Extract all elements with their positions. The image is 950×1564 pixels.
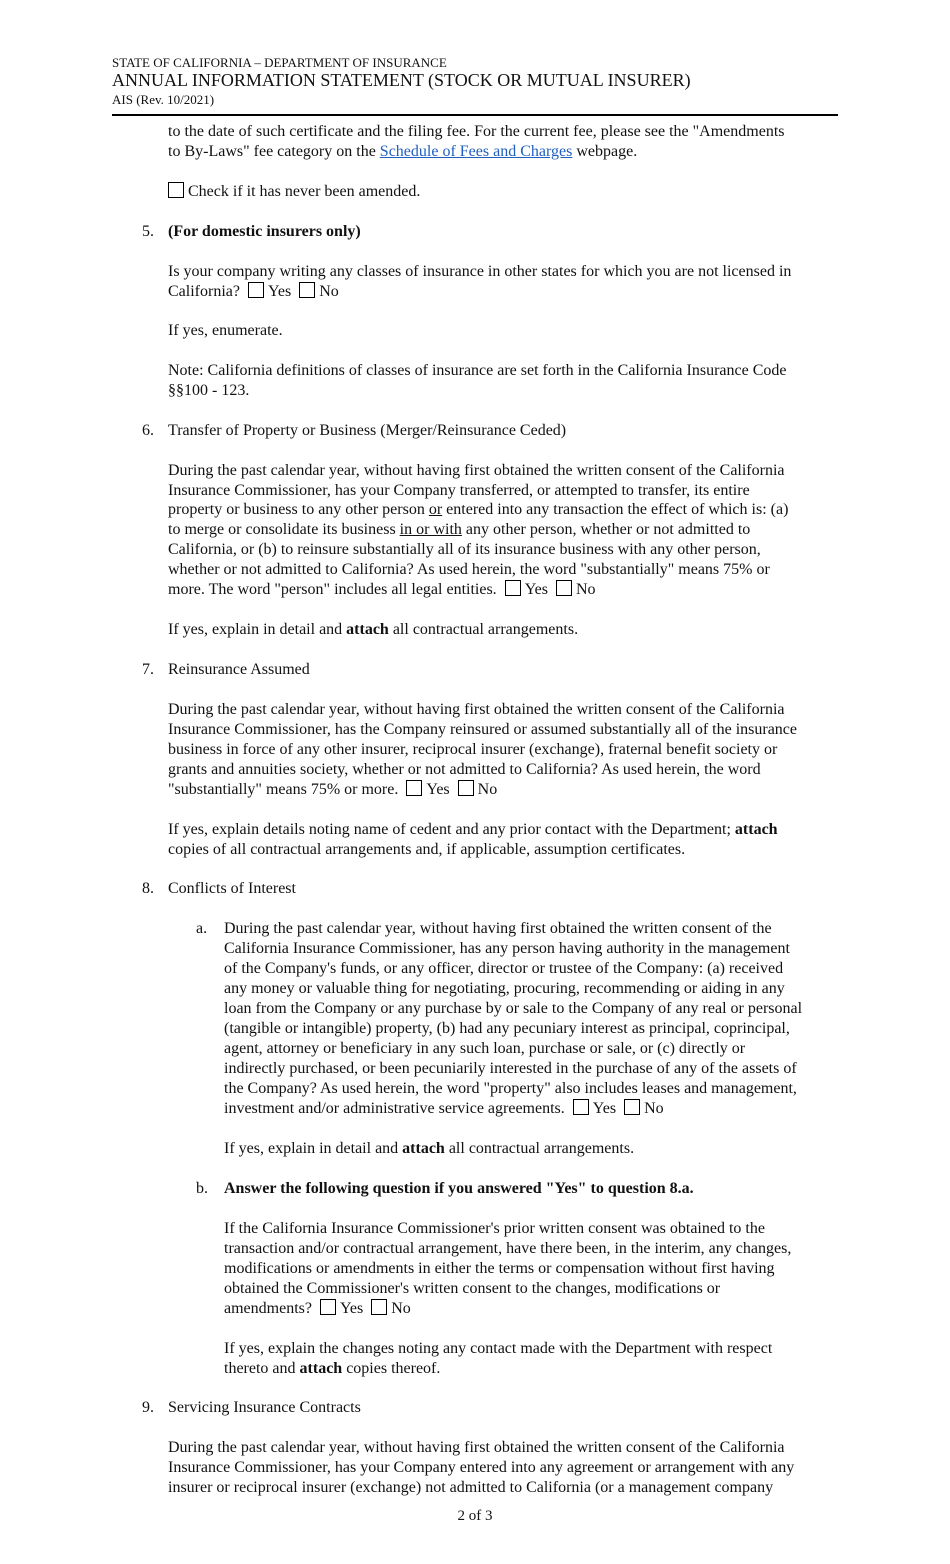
q7-no-checkbox[interactable]: [458, 780, 474, 796]
q9-title: Servicing Insurance Contracts: [168, 1399, 361, 1416]
never-amended-label: Check if it has never been amended.: [188, 183, 421, 200]
q8a-line-3: of the Company's funds, or any officer, director or trustee of the Company: (a) received: [224, 960, 784, 977]
q7-no-label: No: [477, 781, 498, 798]
q8a-line-8: indirectly purchased, or been pecuniarily interested in the purchase of any of the assets of: [224, 1060, 797, 1077]
q6-line-4: [168, 520, 750, 540]
q7-line-3: business in force of any other insurer, reciprocal insurer (exchange), fraternal benefit society or: [168, 741, 778, 758]
q8-number: 8.: [142, 880, 154, 897]
q6-title: Transfer of Property or Business (Merger/Reinsurance Ceded): [168, 422, 567, 439]
q6-explain-text-2: all contractual arrangements.: [388, 621, 579, 638]
q7-explain-2: copies of all contractual arrangements and, if applicable, assumption certificates.: [168, 841, 686, 858]
q8b-line-2: transaction and/or contractual arrangement, have there been, in the interim, any changes,: [224, 1240, 792, 1257]
q9-line-2: Insurance Commissioner, has your Company entered into any agreement or arrangement with any: [168, 1459, 795, 1476]
q8a-line-10: [224, 1099, 664, 1119]
q8a-line-2: California Insurance Commissioner, has any person having authority in the management: [224, 940, 790, 957]
intro-line-1: to the date of such certificate and the filing fee. For the current fee, please see the "Amendments: [168, 123, 785, 140]
q7-number: 7.: [142, 661, 154, 678]
q8b-no-checkbox[interactable]: [371, 1299, 387, 1315]
q8a-yes-label: Yes: [592, 1100, 617, 1117]
q7-title: Reinsurance Assumed: [168, 661, 310, 678]
q9-number: 9.: [142, 1399, 154, 1416]
q7-explain-attach: attach: [734, 821, 778, 838]
q6-line-6: whether or not admitted to California? As used herein, the word "substantially" means 75% or: [168, 561, 770, 578]
q5-yes-label: Yes: [267, 283, 292, 300]
header-rule: [112, 114, 838, 116]
q8b-explain-attach: attach: [299, 1360, 343, 1377]
q8b-explain-text: thereto and: [224, 1360, 300, 1377]
q6-yes-checkbox[interactable]: [505, 580, 521, 596]
q7-line-5: [168, 780, 497, 800]
q8a-line-7: agent, attorney or beneficiary in any such loan, purchase or sale, or (c) directly or: [224, 1040, 746, 1057]
q7-yes-label: Yes: [426, 781, 450, 798]
q8b-line-5: [224, 1299, 411, 1319]
q8a-line-6: (tangible or intangible) property, (b) had any pecuniary interest as principal, coprincipal,: [224, 1020, 790, 1037]
q8a-letter: a.: [196, 920, 208, 937]
q6-l4-text: to merge or consolidate its business: [168, 521, 400, 538]
q9-line-1: During the past calendar year, without having first obtained the written consent of the California: [168, 1439, 785, 1456]
q8-title: Conflicts of Interest: [168, 880, 296, 897]
q8b-line-3: modifications or amendments in either the terms or compensation without first having: [224, 1260, 775, 1277]
q8a-explain-text-2: all contractual arrangements.: [444, 1140, 635, 1157]
q5-no-label: No: [319, 283, 339, 300]
q5-question-end: California?: [168, 283, 240, 300]
q9-line-3: insurer or reciprocal insurer (exchange) not admitted to California (or a management company: [168, 1479, 774, 1496]
form-revision: AIS (Rev. 10/2021): [112, 92, 215, 107]
q7-question-end: "substantially" means 75% or more.: [168, 781, 399, 798]
q6-line-3: [168, 500, 788, 520]
q8b-explain-text-2: copies thereof.: [342, 1360, 441, 1377]
q7-explain-1: [168, 820, 778, 840]
q8a-explain: [224, 1139, 634, 1159]
page-number: 2 of 3: [457, 1508, 493, 1524]
q7-explain-text: If yes, explain details noting name of cedent and any prior contact with the Department;: [168, 821, 735, 838]
q8b-explain-1: If yes, explain the changes noting any contact made with the Department with respect: [224, 1340, 773, 1357]
agency-name: STATE OF CALIFORNIA – DEPARTMENT OF INSURANCE: [112, 55, 447, 70]
q6-line-7: [168, 580, 596, 600]
schedule-of-fees-link[interactable]: Schedule of Fees and Charges: [379, 143, 573, 160]
q5-line-2: [168, 282, 339, 302]
q7-yes-checkbox[interactable]: [406, 780, 422, 796]
q8a-line-5: loan from the Company or any purchase by or sale to the Company of any real or personal: [224, 1000, 803, 1017]
intro-line-2: [168, 142, 637, 162]
q6-number: 6.: [142, 422, 154, 439]
q7-line-4: grants and annuities society, whether or not admitted to California? As used herein, the word: [168, 761, 761, 778]
intro-text-suffix: webpage.: [572, 143, 638, 160]
q8a-line-4: any money or valuable thing for negotiating, procuring, recommending or aiding in any: [224, 980, 785, 997]
q6-no-checkbox[interactable]: [556, 580, 572, 596]
q5-title: (For domestic insurers only): [168, 223, 361, 240]
q8a-question-end: investment and/or administrative service agreements.: [224, 1100, 565, 1117]
q6-line-2: Insurance Commissioner, has your Company transferred, or attempted to transfer, its entire: [168, 482, 750, 499]
never-amended-row: [168, 182, 420, 202]
q8b-explain-2: [224, 1359, 440, 1379]
q8b-letter: b.: [196, 1180, 208, 1197]
q7-line-1: During the past calendar year, without having first obtained the written consent of the California: [168, 701, 785, 718]
q8b-question-end: amendments?: [224, 1300, 312, 1317]
q8b-title: Answer the following question if you answered "Yes" to question 8.a.: [224, 1180, 694, 1197]
q6-l3-text: property or business to any other person: [168, 501, 429, 518]
q5-note-1: Note: California definitions of classes of insurance are set forth in the California Insurance Code: [168, 362, 787, 379]
q6-no-label: No: [575, 581, 596, 598]
q5-no-checkbox[interactable]: [299, 282, 315, 298]
q8b-line-1: If the California Insurance Commissioner's prior written consent was obtained to the: [224, 1220, 765, 1237]
q7-line-2: Insurance Commissioner, has the Company reinsured or assumed substantially all of the insurance: [168, 721, 797, 738]
q8a-explain-attach: attach: [402, 1140, 445, 1157]
never-amended-checkbox[interactable]: [168, 182, 184, 198]
q8a-line-9: the Company? As used herein, the word "property" also includes leases and management,: [224, 1080, 797, 1097]
q6-l4-text-2: any other person, whether or not admitted to: [461, 521, 751, 538]
intro-text: to By-Laws" fee category on the: [168, 143, 380, 160]
q6-yes-label: Yes: [524, 581, 548, 598]
q8b-no-label: No: [391, 1300, 411, 1317]
q6-question-end: more. The word "person" includes all legal entities.: [168, 581, 497, 598]
q5-enumerate: If yes, enumerate.: [168, 322, 283, 339]
q8b-yes-checkbox[interactable]: [320, 1299, 336, 1315]
q5-yes-checkbox[interactable]: [248, 282, 264, 298]
q6-explain: [168, 620, 578, 640]
q6-l3-text-2: entered into any transaction the effect of which is: (a): [442, 501, 789, 518]
q8a-no-checkbox[interactable]: [624, 1099, 640, 1115]
q6-line-5: California, or (b) to reinsure substantially all of its insurance business with any other person,: [168, 541, 761, 558]
q8a-line-1: During the past calendar year, without having first obtained the written consent of the: [224, 920, 772, 937]
form-title: ANNUAL INFORMATION STATEMENT (STOCK OR MUTUAL INSURER): [112, 70, 691, 90]
q8a-explain-text: If yes, explain in detail and: [224, 1140, 403, 1157]
q5-number: 5.: [142, 223, 154, 240]
q8a-yes-checkbox[interactable]: [573, 1099, 589, 1115]
q5-line-1: Is your company writing any classes of insurance in other states for which you are not licensed in: [168, 263, 792, 280]
q6-explain-text: If yes, explain in detail and: [168, 621, 347, 638]
q6-line-1: During the past calendar year, without having first obtained the written consent of the California: [168, 462, 785, 479]
q6-explain-attach: attach: [346, 621, 389, 638]
q6-l4-underlined: in or with: [399, 521, 462, 538]
q8b-yes-label: Yes: [339, 1300, 364, 1317]
q6-l3-underlined: or: [428, 501, 443, 518]
q8a-no-label: No: [644, 1100, 664, 1117]
q8b-line-4: obtained the Commissioner's written consent to the changes, modifications or: [224, 1280, 721, 1297]
q5-note-2: §§100 - 123.: [168, 382, 250, 399]
